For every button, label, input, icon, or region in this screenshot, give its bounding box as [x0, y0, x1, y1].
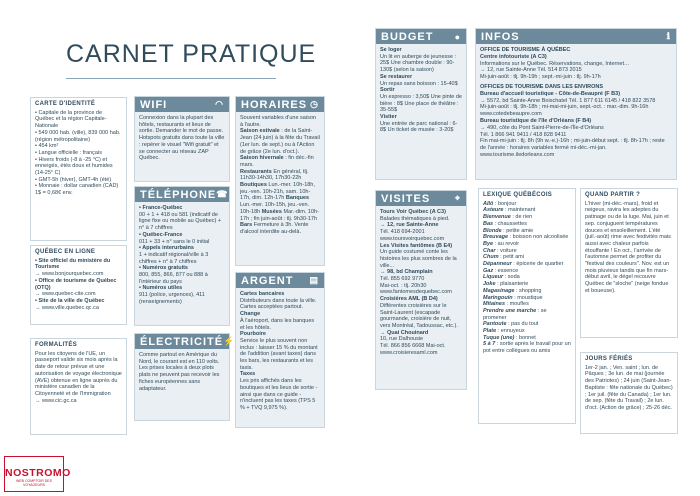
telephone-heading: TÉLÉPHONE — [140, 188, 217, 201]
carte-heading: CARTE D'IDENTITÉ — [35, 101, 96, 107]
lexique-entry — [483, 234, 571, 241]
visite-text: Un guide costumé conte les histoires les plus sombres de la ville... — [380, 249, 457, 269]
argent-sections — [236, 288, 324, 415]
formalites-text: Pour les citoyens de l'UE, un passeport valide six mois après la date de retour prévue et une autorisation de voyage électronique (AVE) obtenue en ligne auprès du ministère canadien de la Citoyenneté et de l'Immigration — [35, 350, 122, 397]
lexique-definition: : maintenant — [505, 207, 536, 214]
budget-label: Visiter — [380, 114, 397, 121]
horaires-label: Musées — [261, 208, 284, 215]
lexique-definition: : essence — [494, 267, 519, 274]
lexique-definition: : se promener — [483, 307, 547, 321]
lexique-definition: : bonjour — [494, 200, 517, 207]
telephone-blocks — [135, 202, 229, 309]
visite-label: Tours Voir Québec (A C3) — [380, 209, 446, 215]
quebec-ligne-url[interactable]: → www.ville.quebec.qc.ca — [35, 304, 99, 311]
lexique-entry — [483, 341, 571, 354]
visites-box — [375, 190, 467, 390]
telephone-label: • Numéros gratuits — [139, 265, 188, 272]
lexique-definition: : moustique — [514, 294, 543, 301]
lexique-entry — [483, 308, 571, 321]
lexique-definition: : voiture — [497, 247, 517, 254]
horaires-lines — [236, 112, 324, 239]
infos-sec3-label: Bureau touristique de l'île d'Orléans (F B4) — [480, 117, 592, 124]
lexique-entries — [483, 201, 571, 355]
visite-addr: → 12, rue Sainte-Anne — [380, 222, 439, 229]
visite-tel: 10, rue Dalhousie — [380, 336, 424, 343]
logo-tagline: WEB COMPTOIR DES VOYAGEURS — [16, 479, 52, 487]
infos-sec3-hours: Fin mai-mi-juin : tlj. 8h (9h w.-e.)-16h ; mi-juin-début sept. : tlj. 8h-17h ; reste de l'année : horaires variables fermé mi-déc.-mi-jan. www.tourisme.iledorleans.com — [480, 138, 665, 158]
argent-label: Pourboire — [240, 331, 266, 338]
carte-line: • Hivers froids (-8 à -25 °C) et enneigés, étés doux et humides (14-25° C) — [35, 156, 113, 177]
lexique-definition: : bonnet — [515, 334, 536, 341]
page-title: CARNET PRATIQUE — [66, 40, 317, 68]
horaires-text: : de la Saint-Jean (24 juin) à la fête du Travail (1er lun. de sept.) ou à l'Action de grâce (2e lun. d'oct.). — [240, 128, 320, 155]
lexique-word: 5 à 7 — [483, 341, 497, 348]
lexique-entry — [483, 201, 571, 208]
infos-sec1-hours: Mi-juin-août : tlj. 9h-19h ; sept.-mi-juin : tlj. 9h-17h — [480, 74, 601, 81]
carte-line: • Monnaie : dollar canadien (CAD) 1$ = 0,68€ env. — [35, 183, 119, 197]
quebec-ligne-name: • Office de tourisme de Québec (OTQ) — [35, 277, 117, 291]
infos-sec1-label: Centre infotouriste (A C3) — [480, 53, 547, 60]
lexique-word: Chum — [483, 254, 501, 261]
lexique-definition: : de rien — [512, 214, 533, 221]
clock-icon: ◷ — [310, 99, 319, 109]
telephone-label: • Numéros utiles — [139, 285, 183, 292]
horaires-label: Boutiques — [240, 182, 269, 189]
budget-sections — [376, 44, 466, 137]
quebec-ligne-url[interactable]: → www.bonjourquebec.com — [35, 271, 104, 278]
quebec-ligne-items — [35, 258, 122, 312]
lexique-definition: : petite amie — [503, 227, 534, 234]
quebec-ligne-url[interactable]: → www.quebec-cite.com — [35, 291, 96, 298]
piggy-bank-icon: ● — [454, 31, 461, 42]
argent-label: Cartes bancaires — [240, 291, 285, 297]
lexique-word: Bas — [483, 220, 495, 227]
visite-label: Croisières AML (B D4) — [380, 296, 438, 303]
telephone-text: 800, 855, 866, 877 ou 888 à l'intérieur du pays — [139, 272, 208, 285]
title-rule — [66, 78, 276, 79]
horaires-text: : fin déc.-fin mars. — [240, 155, 314, 168]
budget-box — [375, 28, 467, 180]
horaires-label: Saison hivernale — [240, 155, 286, 162]
telephone-text: 911 (police, urgences), 411 (renseignements) — [139, 292, 205, 305]
infos-heading: INFOS — [481, 30, 520, 43]
visite-text: Différentes croisières sur le Saint-Laurent (escapade gourmande, croisière de nuit, vers Montréal, Tadoussac, etc.). — [380, 302, 458, 329]
feries-heading: JOURS FÉRIÉS — [585, 356, 633, 362]
lexique-word: Allô — [483, 200, 495, 207]
lexique-definition: : ennuyeux — [497, 328, 525, 335]
horaires-label: Banques — [285, 195, 310, 202]
carte-line: • 454 km² — [35, 143, 59, 150]
wifi-text: Connexion dans la plupart des hôtels, restaurants et lieux de sortie. Demander le mot de passe. Hotspots gratuits dans toute la ville : repérer le visuel "Wifi gratuit" et se connecter au réseau ZAP Québec. — [139, 115, 225, 162]
horaires-label: Saison estivale — [240, 128, 282, 135]
lexique-definition: : shopping — [516, 287, 542, 294]
wifi-box — [134, 96, 230, 182]
lexique-word: Joke — [483, 281, 498, 288]
lexique-word: Gaz — [483, 267, 495, 274]
plug-icon: ⚡ — [223, 336, 236, 346]
telephone-text: 011 + 33 + n° sans le 0 initial — [139, 238, 210, 245]
infos-sec2-label: Bureau d'accueil touristique - Côte-de-Beaupré (F B3) — [480, 90, 621, 97]
lexique-entry — [483, 228, 571, 235]
lexique-definition: : épicerie de quartier — [513, 261, 564, 268]
lexique-word: Magasinage — [483, 287, 517, 294]
lexique-word: Bienvenue — [483, 214, 513, 221]
carte-line: • 549 000 hab. (ville), 839 000 hab. (région métropolitaine) — [35, 129, 121, 143]
carte-line: • Capitale de la province de Québec et la région Capitale-Nationale — [35, 109, 107, 130]
horaires-text: Fermeture à 3h. Vente d'alcool interdite au-delà. — [240, 222, 309, 235]
lexique-word: Pantoute — [483, 321, 509, 328]
horaires-text: Mar.-dim. 10h-17h ; fin juin-août : tlj. 9h30-17h — [240, 208, 319, 222]
visite-addr: → 98, bd Champlain — [380, 269, 433, 276]
logo-name: NOSTROMO — [5, 467, 71, 479]
electricite-box — [134, 333, 236, 421]
infos-sec2-hours: Mi-juin-août : tlj. 9h-18h ; mi-mai-mi-juin, sept.-oct. : mar.-dim. 9h-16h www.cotedebeaupre.com — [480, 104, 649, 118]
infos-sec3-tel: Tél. 1 866 941 9411 / 418 828 9411 — [480, 131, 567, 138]
quebec-ligne-name: • Site de la ville de Québec — [35, 297, 105, 304]
visite-label: Les Visites fantômes (B E4) — [380, 242, 453, 249]
telephone-text: 00 + 1 + 418 ou 581 (indicatif de ligne fixe ou mobile au Québec) + n° à 7 chiffres — [139, 211, 222, 232]
infos-sec2-addr: → 5572, bd Sainte-Anne Boischatel Tél. 1 877 611 6145 / 418 822 3578 — [480, 97, 656, 104]
horaires-label: Bars — [240, 222, 254, 229]
lexique-word: Dépanneur — [483, 261, 514, 268]
lexique-word: Tuque (une) — [483, 334, 516, 341]
lexique-entry — [483, 288, 571, 295]
infos-sec1-title: OFFICE DE TOURISME À QUÉBEC — [480, 47, 571, 53]
lexique-definition: : pas du tout — [508, 321, 539, 328]
argent-label: Taxes — [240, 371, 256, 378]
telephone-box — [134, 186, 230, 326]
visite-tel: Tél. 855 692 9770 — [380, 276, 425, 283]
argent-text: À l'aéroport, dans les banques et les hôtels. — [240, 317, 315, 331]
horaires-text: Lun.-mer. 10h-18h, jeu.-ven. 10h-21h, sam. 10h-17h, dim. 12h-17h — [240, 182, 315, 202]
money-icon: ▤ — [309, 275, 319, 285]
budget-text: Un repas sans boisson : 15-40$ — [380, 80, 458, 87]
visite-url[interactable]: www.toursvoirquebec.com — [380, 235, 445, 242]
lexique-entry — [483, 328, 571, 335]
infos-sec1-addr: → 12, rue Sainte-Anne Tél. 514 873 2015 — [480, 67, 582, 74]
telephone-label: • Québec-France — [139, 231, 183, 238]
lexique-definition: : moufles — [506, 301, 529, 308]
infos-sec1-text: Informations sur le Québec. Réservations, change, Internet… — [480, 60, 630, 67]
lexique-definition: : chaussettes — [494, 220, 528, 227]
formalites-url[interactable]: → www.cic.gc.ca — [35, 397, 77, 404]
lexique-entry — [483, 274, 571, 281]
argent-label: Change — [240, 311, 261, 318]
carte-line: • Langue officielle : français — [35, 149, 102, 156]
lexique-definition: : plaisanterie — [497, 281, 529, 288]
visite-text: Balades thématiques à pied. — [380, 215, 450, 222]
visite-tel: Tél. 418 694-2001 — [380, 229, 425, 236]
electricite-text: Comme partout en Amérique du Nord, le courant est en 110 volts. Les prises locales à deux plots plats ne peuvent pas recevoir les fiches européennes sans adaptateur. — [139, 352, 220, 392]
info-icon: ℹ — [666, 31, 671, 41]
budget-label: Se loger — [380, 47, 402, 53]
lexique-word: Blonde — [483, 227, 504, 234]
feries-text: 1er-2 jan. ; Ven. saint ; lun. de Pâques ; 3e lun. de mai (journée des Patriotes) ; 24 juin (Saint-Jean-Baptiste : fête nationale du Québec) ; 1er juil. (fête du Canada) ; 1er lun. de sep. (fête du Travail) ; 2e lun. d'oct. (Action de grâce) ; 25-26 déc. — [585, 364, 673, 411]
budget-label: Sortir — [380, 87, 395, 94]
wifi-icon: ◠ — [215, 99, 224, 109]
quebec-ligne-heading: QUÉBEC EN LIGNE — [35, 249, 96, 255]
horaires-heading: HORAIRES — [241, 98, 308, 111]
horaires-text: En général, tlj. 11h30-14h30, 17h30-22h — [240, 168, 309, 182]
lexique-heading: LEXIQUE QUÉBÉCOIS — [483, 192, 553, 198]
horaires-label: Restaurants — [240, 168, 274, 175]
argent-heading: ARGENT — [241, 274, 294, 287]
horaires-text: Souvent variables d'une saison à l'autre. — [240, 115, 316, 128]
horaires-paragraph — [240, 115, 320, 236]
lexique-word: Liqueur — [483, 274, 505, 281]
quand-heading: QUAND PARTIR ? — [585, 192, 641, 198]
wifi-heading: WIFI — [140, 98, 168, 111]
map-pin-icon: ⌖ — [454, 193, 461, 203]
carte-identite-box — [30, 97, 127, 241]
lexique-definition: : au revoir — [494, 240, 520, 247]
budget-label: Se restaurer — [380, 73, 413, 80]
lexique-word: Char — [483, 247, 498, 254]
lexique-entry — [483, 261, 571, 268]
lexique-definition: : boisson non alcoolisée — [509, 234, 569, 241]
lexique-entry — [483, 254, 571, 261]
lexique-entry — [483, 268, 571, 275]
horaires-box — [235, 96, 325, 266]
quand-text: L'hiver (mi-déc.-mars), froid et neigeux, ravira les adeptes du patinage ou de la luge. Mai, juin et sep. conjuguent températures douces et ensoleillement. L'été (juil.-août) rime avec festivités mais aussi avec chaleur parfois étouffante ! En oct., l'arrivée de l'automne permet de profiter du "festival des couleurs". Nov. est un mois pluvieux tandis que fin mars-début avril, le dégel recouvre Québec de "sloche" (neige fondue et boueuse). — [585, 200, 671, 294]
infos-sec2-title: OFFICES DE TOURISME DANS LES ENVIRONS — [480, 83, 604, 90]
lexique-entry — [483, 335, 571, 342]
lexique-entry — [483, 281, 571, 288]
visites-heading: VISITES — [381, 192, 431, 205]
infos-box — [475, 28, 677, 180]
lexique-entry — [483, 241, 571, 248]
budget-text: Un espresso : 3,50$ Une pinte de bière : 8$ Une place de théâtre : 35-55$ — [380, 93, 462, 114]
lexique-word: Prendre une marche — [483, 307, 538, 314]
horaires-text: Lun.-mer. 10h-15h, jeu.-ven. 10h-18h — [240, 202, 310, 215]
lexique-entry — [483, 221, 571, 228]
argent-text: Service le plus souvent non inclus : laisser 15 % du montant de l'addition (avant taxes) dans les bars, les restaurants et les taxis. — [240, 337, 318, 371]
lexique-word: Maringouin — [483, 294, 515, 301]
lexique-word: Plate — [483, 328, 498, 335]
lexique-entry — [483, 214, 571, 221]
quebec-en-ligne-box — [30, 245, 127, 325]
lexique-word: Mitaines — [483, 301, 507, 308]
visite-addr: → Quai Chouinard — [380, 329, 429, 336]
budget-text: Une entrée de parc national : 6-8$ Un ticket de musée : 3-20$ — [380, 120, 458, 134]
telephone-label: • France-Québec — [139, 205, 183, 211]
carte-line: • GMT-5h (hiver), GMT-4h (été) — [35, 176, 112, 183]
telephone-text: 1 + indicatif régional/ville à 3 chiffres + n° à 7 chiffres — [139, 251, 209, 265]
lexique-definition: : soda — [504, 274, 520, 281]
visite-url[interactable]: Tél. 866 856 6668 Mai-oct. www.croisieresaml.com — [380, 343, 446, 356]
argent-text: Distributeurs dans toute la ville. Cartes acceptées partout. — [240, 297, 317, 311]
phone-icon: ☎ — [216, 189, 229, 199]
budget-text: Un lit en auberge de jeunesse : 25$ Une chambre double : 90-130$ (selon la saison) — [380, 53, 457, 74]
lexique-entry — [483, 207, 571, 214]
argent-text: Les prix affichés dans les boutiques et les lieux de sortie - ainsi que dans ce guide - n'incluent pas les taxes (TPS 5 % + TVQ 9,975 %). — [240, 378, 318, 411]
quand-partir-box — [580, 188, 678, 338]
formalites-heading: FORMALITÉS — [35, 342, 77, 348]
argent-box — [235, 272, 325, 428]
lexique-definition: : sortie après le travail pour un pot entre collègues ou amis — [483, 341, 571, 355]
lexique-word: Breuvage — [483, 234, 510, 241]
infos-sec3-addr: → 490, côte du Pont Saint-Pierre-de-l'Île-d'Orléans — [480, 124, 604, 131]
telephone-label: • Appels interurbains — [139, 245, 194, 252]
carte-lines — [35, 110, 122, 197]
lexique-entry — [483, 301, 571, 308]
lexique-word: Bye — [483, 240, 495, 247]
visite-url[interactable]: Mai-oct. : tlj. 20h30 www.fantomesdequebec.com — [380, 282, 452, 296]
formalites-box — [30, 338, 127, 435]
lexique-entry — [483, 295, 571, 302]
visites-blocks — [376, 206, 466, 359]
lexique-box — [478, 188, 576, 424]
jours-feries-box — [580, 352, 678, 434]
lexique-entry — [483, 248, 571, 255]
electricite-heading: ÉLECTRICITÉ — [140, 335, 224, 348]
lexique-definition: : petit ami — [500, 254, 524, 261]
budget-heading: BUDGET — [381, 30, 434, 43]
nostromo-logo — [4, 456, 71, 492]
lexique-word: Asteure — [483, 207, 506, 214]
lexique-entry — [483, 321, 571, 328]
quebec-ligne-name: • Site officiel du ministère du Tourisme — [35, 257, 111, 271]
